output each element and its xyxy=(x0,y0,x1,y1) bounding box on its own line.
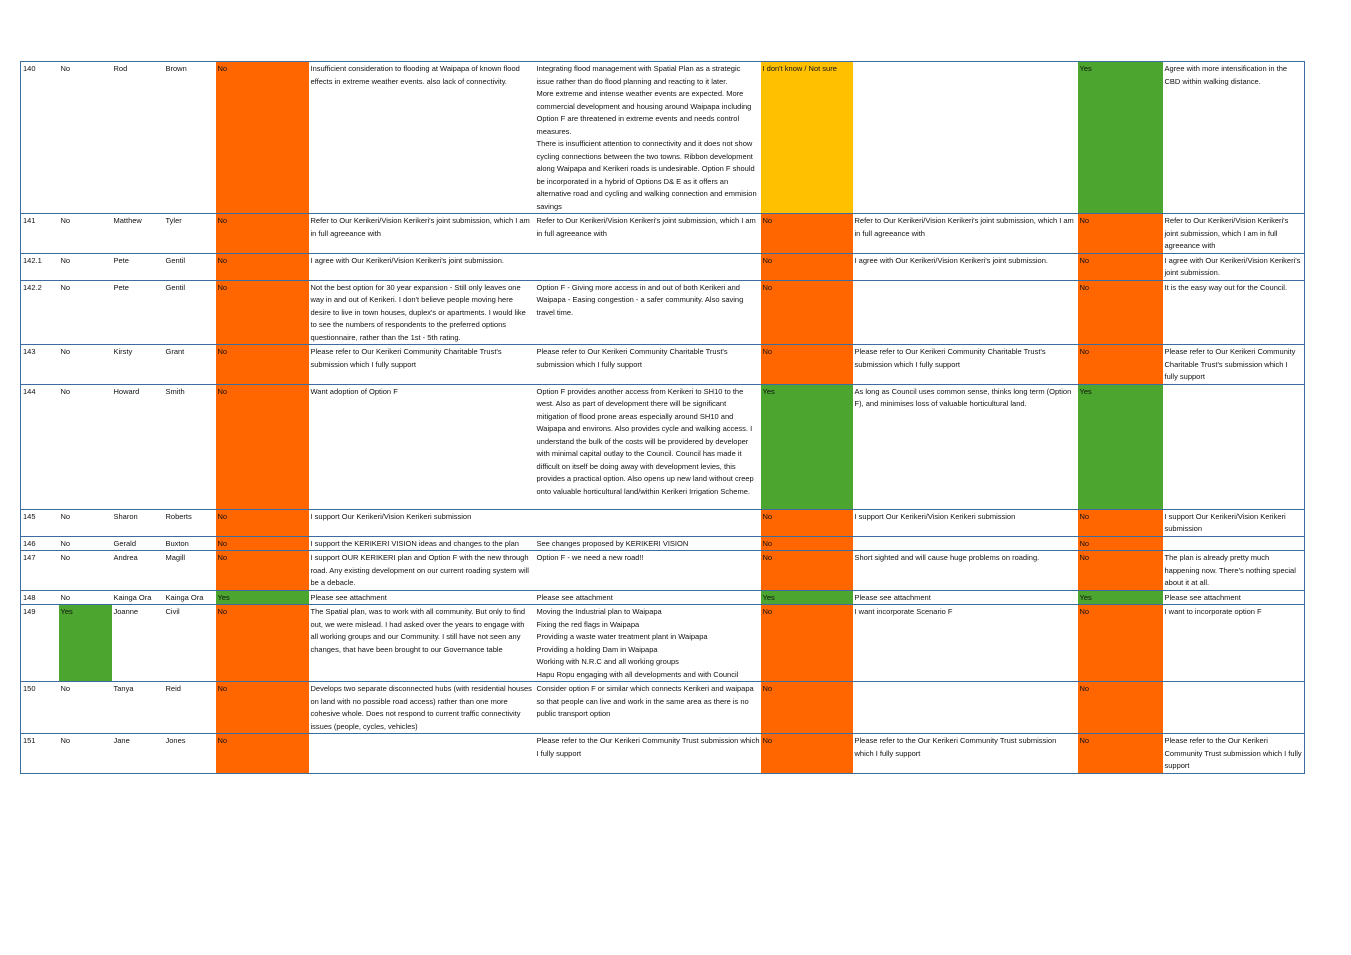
table-row xyxy=(21,536,1305,551)
table-row xyxy=(21,734,1305,774)
answer-2-cell: No xyxy=(761,280,853,345)
comment-3-cell: Please refer to the Our Kerikeri Community Trust submission which I fully support xyxy=(853,734,1078,774)
comment-2-cell: Consider option F or similar which connects Kerikeri and waipapa so that people can live and work in the same area as there is no public transport option xyxy=(535,682,761,734)
comment-3-cell: Please refer to Our Kerikeri Community Charitable Trust's submission which I fully support xyxy=(853,345,1078,385)
comment-1-cell: Not the best option for 30 year expansion - Still only leaves one way in and out of Kerikeri. I don't believe people moving here desire to live in town houses, duplex's or apartments. I would like to see the numbers of respondents to the preferred options questionnaire, rather than the 1st - 5th rating. xyxy=(309,280,535,345)
answer-1-cell: No xyxy=(216,345,309,385)
first-name-cell: Gerald xyxy=(112,536,164,551)
comment-4-cell: Please see attachment xyxy=(1163,590,1305,605)
answer-3-cell: No xyxy=(1078,253,1163,280)
last-name-cell: Grant xyxy=(164,345,216,385)
flag-cell: No xyxy=(59,509,112,536)
first-name-cell: Joanne xyxy=(112,605,164,682)
last-name-cell: Tyler xyxy=(164,214,216,254)
comment-1-cell: I support the KERIKERI VISION ideas and changes to the plan xyxy=(309,536,535,551)
first-name-cell: Pete xyxy=(112,253,164,280)
table-row xyxy=(21,551,1305,591)
first-name-cell: Kainga Ora xyxy=(112,590,164,605)
answer-3-cell: Yes xyxy=(1078,62,1163,214)
comment-2-cell: Please refer to Our Kerikeri Community Charitable Trust's submission which I fully support xyxy=(535,345,761,385)
first-name-cell: Howard xyxy=(112,384,164,509)
answer-1-cell: No xyxy=(216,280,309,345)
comment-1-cell: Please see attachment xyxy=(309,590,535,605)
comment-1-cell: Please refer to Our Kerikeri Community Charitable Trust's submission which I fully support xyxy=(309,345,535,385)
comment-4-cell: I want to incorporate option F xyxy=(1163,605,1305,682)
flag-cell: No xyxy=(59,590,112,605)
comment-3-cell: As long as Council uses common sense, thinks long term (Option F), and minimises loss of valuable horticultural land. xyxy=(853,384,1078,509)
comment-1-cell: I support Our Kerikeri/Vision Kerikeri submission xyxy=(309,509,535,536)
flag-cell: No xyxy=(59,734,112,774)
comment-4-cell: I agree with Our Kerikeri/Vision Kerikeri's joint submission. xyxy=(1163,253,1305,280)
comment-3-cell xyxy=(853,682,1078,734)
submissions-table xyxy=(20,61,1305,774)
comment-4-cell: The plan is already pretty much happening now. There's nothing special about it at all. xyxy=(1163,551,1305,591)
last-name-cell: Buxton xyxy=(164,536,216,551)
answer-3-cell: No xyxy=(1078,536,1163,551)
answer-3-cell: No xyxy=(1078,345,1163,385)
comment-2-cell: Option F provides another access from Kerikeri to SH10 to the west. Also as part of development there will be significant mitigation of flood prone areas especially around SH10 and Waipapa and environs. Also provides cycle and walking access. I understand the bulk of the costs will be providered by developer with minimal capital outlay to the Council. Council has made it difficult on itself be doing away with development levies, this provides a practical option. Also opens up new land without creep onto valuable horticultural land/within Kerikeri Irrigation Scheme. xyxy=(535,384,761,509)
first-name-cell: Rod xyxy=(112,62,164,214)
row-id-cell: 142.2 xyxy=(21,280,59,345)
table-row xyxy=(21,253,1305,280)
flag-cell: No xyxy=(59,682,112,734)
first-name-cell: Pete xyxy=(112,280,164,345)
comment-3-cell: Refer to Our Kerikeri/Vision Kerikeri's joint submission, which I am in full agreeance with xyxy=(853,214,1078,254)
table-row xyxy=(21,62,1305,214)
table-row xyxy=(21,682,1305,734)
last-name-cell: Kainga Ora xyxy=(164,590,216,605)
comment-1-cell: Refer to Our Kerikeri/Vision Kerikeri's joint submission, which I am in full agreeance with xyxy=(309,214,535,254)
answer-2-cell: I don't know / Not sure xyxy=(761,62,853,214)
answer-1-cell: No xyxy=(216,62,309,214)
flag-cell: Yes xyxy=(59,605,112,682)
comment-4-cell: Please refer to the Our Kerikeri Community Trust submission which I fully support xyxy=(1163,734,1305,774)
answer-1-cell: No xyxy=(216,384,309,509)
comment-3-cell xyxy=(853,280,1078,345)
answer-2-cell: No xyxy=(761,509,853,536)
row-id-cell: 148 xyxy=(21,590,59,605)
answer-3-cell: No xyxy=(1078,734,1163,774)
first-name-cell: Andrea xyxy=(112,551,164,591)
comment-3-cell: Short sighted and will cause huge problems on roading. xyxy=(853,551,1078,591)
row-id-cell: 143 xyxy=(21,345,59,385)
comment-4-cell xyxy=(1163,384,1305,509)
answer-1-cell: No xyxy=(216,536,309,551)
answer-2-cell: Yes xyxy=(761,384,853,509)
first-name-cell: Matthew xyxy=(112,214,164,254)
comment-2-cell: Option F - we need a new road!! xyxy=(535,551,761,591)
answer-2-cell: No xyxy=(761,682,853,734)
table-row xyxy=(21,345,1305,385)
comment-2-cell: Please see attachment xyxy=(535,590,761,605)
table-row xyxy=(21,605,1305,682)
answer-2-cell: No xyxy=(761,551,853,591)
table-row xyxy=(21,384,1305,509)
answer-3-cell: No xyxy=(1078,605,1163,682)
comment-2-cell: Integrating flood management with Spatial Plan as a strategic issue rather than do flood planning and reacting to it later. More extreme and intense weather events are expected. More commercial development and housing around Waipapa including Option F are threatened in extreme events and needs control measures. There is insufficient attention to connectivity and it does not show cycling connections between the two towns. Ribbon development along Waipapa and Kerikeri roads is undesirable. Option F should be incorporated in a hybrid of Options D& E as it offers an alternative road and cycling and walking connection and emmision savings xyxy=(535,62,761,214)
answer-1-cell: No xyxy=(216,509,309,536)
answer-3-cell: Yes xyxy=(1078,384,1163,509)
comment-2-cell xyxy=(535,253,761,280)
answer-2-cell: No xyxy=(761,345,853,385)
answer-1-cell: No xyxy=(216,214,309,254)
comment-2-cell xyxy=(535,509,761,536)
answer-2-cell: No xyxy=(761,734,853,774)
first-name-cell: Jane xyxy=(112,734,164,774)
comment-3-cell xyxy=(853,536,1078,551)
comment-1-cell xyxy=(309,734,535,774)
answer-1-cell: No xyxy=(216,734,309,774)
answer-3-cell: No xyxy=(1078,682,1163,734)
answer-3-cell: No xyxy=(1078,509,1163,536)
row-id-cell: 144 xyxy=(21,384,59,509)
table-row xyxy=(21,280,1305,345)
answer-1-cell: No xyxy=(216,682,309,734)
row-id-cell: 147 xyxy=(21,551,59,591)
comment-1-cell: I support OUR KERIKERI plan and Option F with the new through road. Any existing development on our current roading system will be a debacle. xyxy=(309,551,535,591)
row-id-cell: 149 xyxy=(21,605,59,682)
first-name-cell: Tanya xyxy=(112,682,164,734)
comment-2-cell: Refer to Our Kerikeri/Vision Kerikeri's joint submission, which I am in full agreeance with xyxy=(535,214,761,254)
last-name-cell: Jones xyxy=(164,734,216,774)
comment-1-cell: I agree with Our Kerikeri/Vision Kerikeri's joint submission. xyxy=(309,253,535,280)
comment-3-cell: I agree with Our Kerikeri/Vision Kerikeri's joint submission. xyxy=(853,253,1078,280)
comment-4-cell xyxy=(1163,682,1305,734)
comment-2-cell: Please refer to the Our Kerikeri Community Trust submission which I fully support xyxy=(535,734,761,774)
flag-cell: No xyxy=(59,253,112,280)
flag-cell: No xyxy=(59,280,112,345)
comment-4-cell: Please refer to Our Kerikeri Community Charitable Trust's submission which I fully support xyxy=(1163,345,1305,385)
comment-4-cell: It is the easy way out for the Council. xyxy=(1163,280,1305,345)
comment-4-cell xyxy=(1163,536,1305,551)
last-name-cell: Roberts xyxy=(164,509,216,536)
answer-1-cell: No xyxy=(216,551,309,591)
row-id-cell: 150 xyxy=(21,682,59,734)
comment-3-cell: I want incorporate Scenario F xyxy=(853,605,1078,682)
row-id-cell: 146 xyxy=(21,536,59,551)
comment-1-cell: Develops two separate disconnected hubs (with residential houses on land with no possible road access) rather than one more cohesive whole. Does not respond to current traffic connectivity issues (people, cycles, vehicles) xyxy=(309,682,535,734)
comment-1-cell: Insufficient consideration to flooding at Waipapa of known flood effects in extreme weather events. also lack of connectivity. xyxy=(309,62,535,214)
last-name-cell: Magill xyxy=(164,551,216,591)
answer-2-cell: Yes xyxy=(761,590,853,605)
answer-3-cell: Yes xyxy=(1078,590,1163,605)
comment-2-cell: Moving the Industrial plan to Waipapa Fixing the red flags in Waipapa Providing a waste water treatment plant in Waipapa Providing a holding Dam in Waipapa Working with N.R.C and all working groups Hapu Ropu engaging with all developments and with Council xyxy=(535,605,761,682)
comment-4-cell: I support Our Kerikeri/Vision Kerikeri submission xyxy=(1163,509,1305,536)
answer-3-cell: No xyxy=(1078,551,1163,591)
row-id-cell: 145 xyxy=(21,509,59,536)
answer-2-cell: No xyxy=(761,214,853,254)
flag-cell: No xyxy=(59,62,112,214)
row-id-cell: 141 xyxy=(21,214,59,254)
flag-cell: No xyxy=(59,214,112,254)
table-body xyxy=(21,62,1305,774)
answer-3-cell: No xyxy=(1078,280,1163,345)
comment-4-cell: Refer to Our Kerikeri/Vision Kerikeri's joint submission, which I am in full agreeance with xyxy=(1163,214,1305,254)
answer-1-cell: No xyxy=(216,253,309,280)
answer-1-cell: No xyxy=(216,605,309,682)
last-name-cell: Smith xyxy=(164,384,216,509)
flag-cell: No xyxy=(59,384,112,509)
first-name-cell: Sharon xyxy=(112,509,164,536)
comment-1-cell: Want adoption of Option F xyxy=(309,384,535,509)
row-id-cell: 140 xyxy=(21,62,59,214)
comment-2-cell: See changes proposed by KERIKERI VISION xyxy=(535,536,761,551)
last-name-cell: Civil xyxy=(164,605,216,682)
last-name-cell: Reid xyxy=(164,682,216,734)
answer-3-cell: No xyxy=(1078,214,1163,254)
last-name-cell: Gentil xyxy=(164,253,216,280)
answer-1-cell: Yes xyxy=(216,590,309,605)
last-name-cell: Gentil xyxy=(164,280,216,345)
comment-3-cell xyxy=(853,62,1078,214)
row-id-cell: 151 xyxy=(21,734,59,774)
flag-cell: No xyxy=(59,536,112,551)
first-name-cell: Kirsty xyxy=(112,345,164,385)
comment-3-cell: Please see attachment xyxy=(853,590,1078,605)
table-row xyxy=(21,509,1305,536)
comment-4-cell: Agree with more intensification in the CBD within walking distance. xyxy=(1163,62,1305,214)
answer-2-cell: No xyxy=(761,536,853,551)
flag-cell: No xyxy=(59,551,112,591)
table-row xyxy=(21,590,1305,605)
comment-1-cell: The Spatial plan, was to work with all community. But only to find out, we were mislead. I had asked over the years to engage with all working groups and our Community. I still have not seen any changes, that have been brought to our Governance table xyxy=(309,605,535,682)
comment-3-cell: I support Our Kerikeri/Vision Kerikeri submission xyxy=(853,509,1078,536)
table-row xyxy=(21,214,1305,254)
answer-2-cell: No xyxy=(761,253,853,280)
answer-2-cell: No xyxy=(761,605,853,682)
comment-2-cell: Option F - Giving more access in and out of both Kerikeri and Waipapa - Easing congestion - a safer community. Also saving travel time. xyxy=(535,280,761,345)
flag-cell: No xyxy=(59,345,112,385)
last-name-cell: Brown xyxy=(164,62,216,214)
submissions-sheet xyxy=(20,61,1304,774)
row-id-cell: 142.1 xyxy=(21,253,59,280)
